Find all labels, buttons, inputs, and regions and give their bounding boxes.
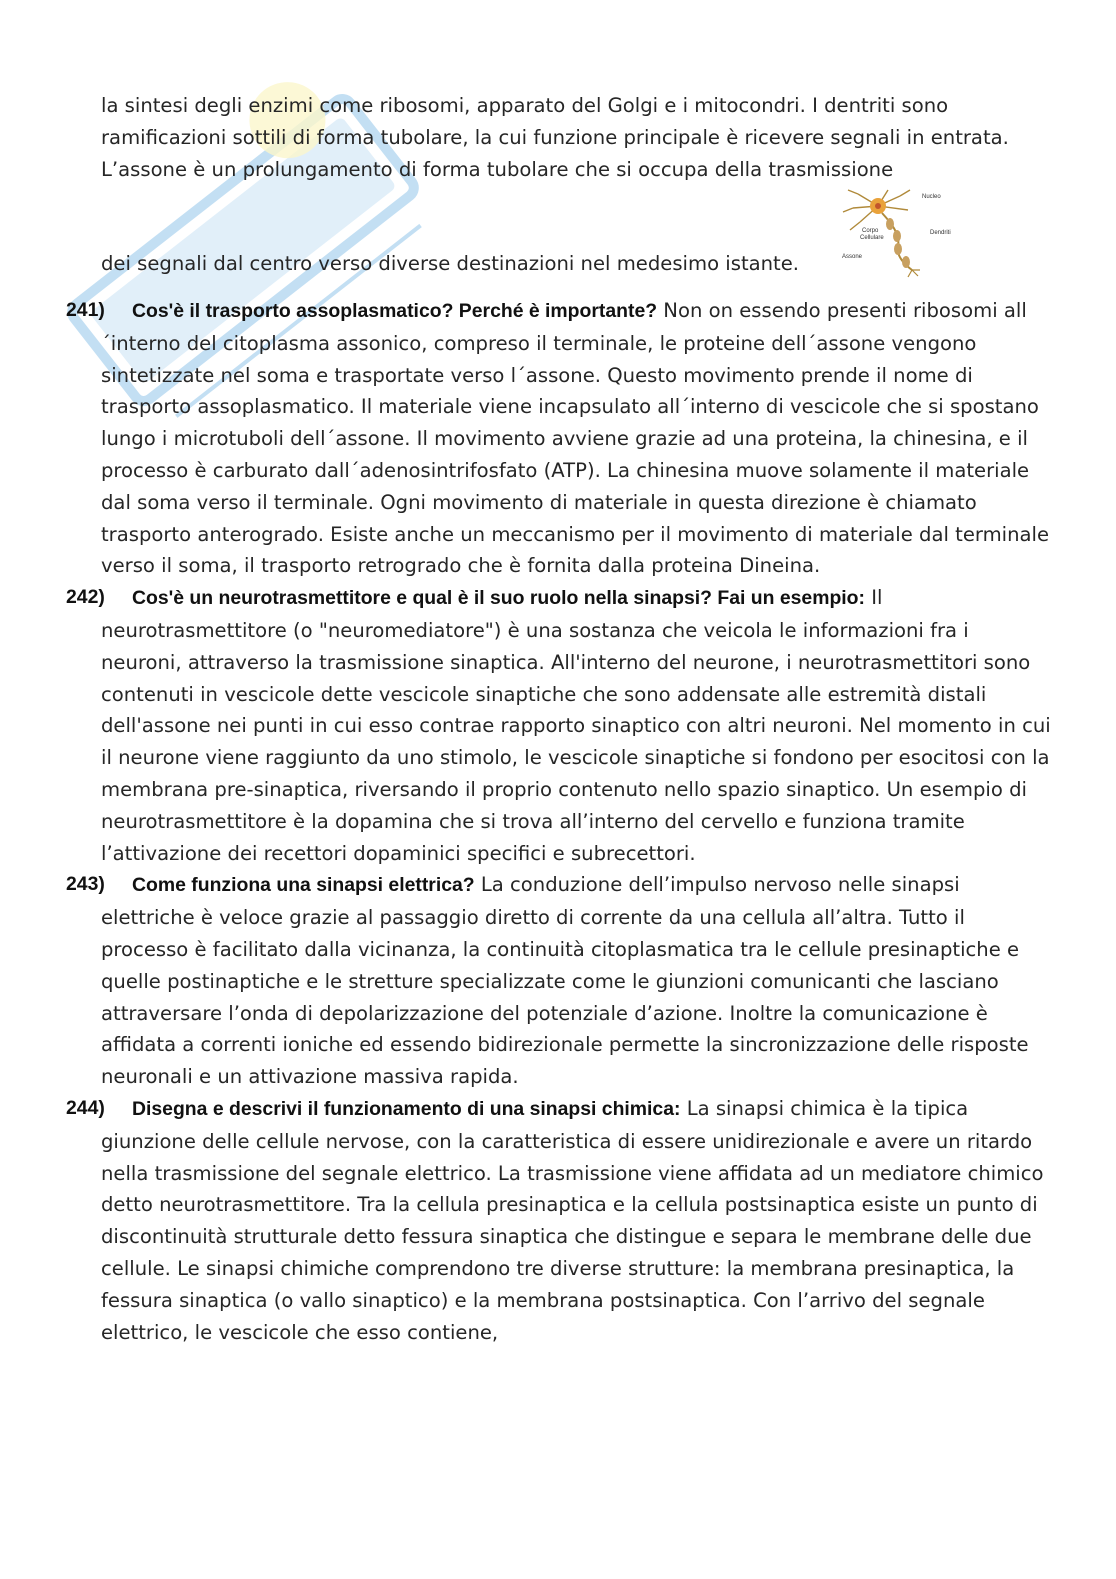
question-title: Cos'è un neurotrasmettitore e qual è il suo ruolo nella sinapsi? Fai un esempio:: [132, 587, 865, 610]
question-number: 242): [66, 586, 105, 609]
intro-text-continued: dei segnali dal centro verso diverse destinazioni nel medesimo istante.: [101, 252, 800, 276]
question-body: La sinapsi chimica è la tipica giunzione delle cellule nervose, con la caratteristica di essere unidirezionale e avere un ritardo nella trasmissione del segnale elettrico. La trasmissione viene affidata ad un mediatore chimico detto neurotrasmettitore. Tra la cellula presinaptica e la cellula postsinaptica esiste un punto di discontinuità strutturale detto fessura sinaptica che distingue e separa le membrane delle due cellule. Le sinapsi chimiche comprendono tre diverse strutture: la membrana presinaptica, la fessura sinaptica (o vallo sinaptico) e la membrana postsinaptica. Con l’arrivo del segnale elettrico, le vescicole che esso contiene,: [101, 1096, 1044, 1344]
label-nucleo: Nucleo: [922, 194, 941, 200]
question-number: 241): [66, 299, 105, 321]
question-title: Disegna e descrivi il funzionamento di una sinapsi chimica:: [132, 1097, 681, 1120]
question-242: [66, 582, 1051, 869]
question-body: La conduzione dell’impulso nervoso nelle sinapsi elettriche è veloce grazie al passaggio diretto di corrente da una cellula all’altra. Tutto il processo è facilitato dalla vicinanza, la continuità citoplasmatica tra le cellule presinaptiche e quelle postinaptiche e le stretture specializzate come le giunzioni comunicanti che lasciano attraversare l’onda di depolarizzazione del potenziale d’azione. Inoltre la comunicazione è affidata a correnti ioniche ed essendo bidirezionale permette la sincronizzazione delle risposte neuronali e un attivazione massiva rapida.: [101, 873, 1029, 1089]
label-cellulare: Cellulare: [860, 235, 884, 241]
label-assone: Assone: [842, 254, 863, 260]
question-number: 243): [66, 873, 105, 896]
question-body: Il neurotrasmettitore (o "neuromediatore") è una sostanza che veicola le informazioni fra i neuroni, attraverso la trasmissione sinaptica. All'interno del neurone, i neurotrasmettitori sono contenuti in vescicole dette vescicole sinaptiche che sono addensate alle estremità distali dell'assone nei punti in cui esso contrae rapporto sinaptico con altri neuroni. Nel momento in cui il neurone viene raggiunto da uno stimolo, le vescicole sinaptiche si fondono per esocitosi con la membrana pre-sinaptica, riversando il proprio contenuto nello spazio sinaptico. Un esempio di neurotrasmettitore è la dopamina che si trova all’interno del cervello e funziona tramite l’attivazione dei recettori dopaminici specifici e subrecettori.: [101, 586, 1051, 865]
axon-icon: [882, 213, 920, 277]
label-corpo: Corpo: [862, 228, 879, 234]
questions-list: [66, 295, 1051, 1348]
nucleus-icon: [875, 203, 881, 209]
neuron-diagram: [838, 186, 953, 278]
intro-text: la sintesi degli enzimi come ribosomi, apparato del Golgi e i mitocondri. I dentriti sono ramificazioni sottili di forma tubolare, la cui funzione principale è ricevere segnali in entrata. L’assone è un prolungamento di forma tubolare che si occupa della trasmissione: [101, 94, 1009, 181]
question-number: 244): [66, 1096, 105, 1119]
question-title: Cos'è il trasporto assoplasmatico? Perché è importante?: [132, 300, 658, 322]
label-dendriti: Dendriti: [930, 230, 951, 236]
question-241: [66, 295, 1051, 582]
question-243: [66, 869, 1051, 1093]
question-title: Come funziona una sinapsi elettrica?: [132, 874, 475, 897]
question-244: [66, 1093, 1051, 1348]
question-body: Non on essendo presenti ribosomi all´interno del citoplasma assonico, compreso il terminale, le proteine dell´assone vengono sintetizzate nel soma e trasportate verso l´assone. Questo movimento prende il nome di trasporto assoplasmatico. Il materiale viene incapsulato all´interno di vescicole che si spostano lungo i microtuboli dell´assone. Il movimento avviene grazie ad una proteina, la chinesina, e il processo è carburato dall´adenosintrifosfato (ATP). La chinesina muove solamente il materiale dal soma verso il terminale. Ogni movimento di materiale in questa direzione è chiamato trasporto anterogrado. Esiste anche un meccanismo per il movimento di materiale dal terminale verso il soma, il trasporto retrogrado che è fornita dalla proteina Dineina.: [101, 299, 1050, 578]
